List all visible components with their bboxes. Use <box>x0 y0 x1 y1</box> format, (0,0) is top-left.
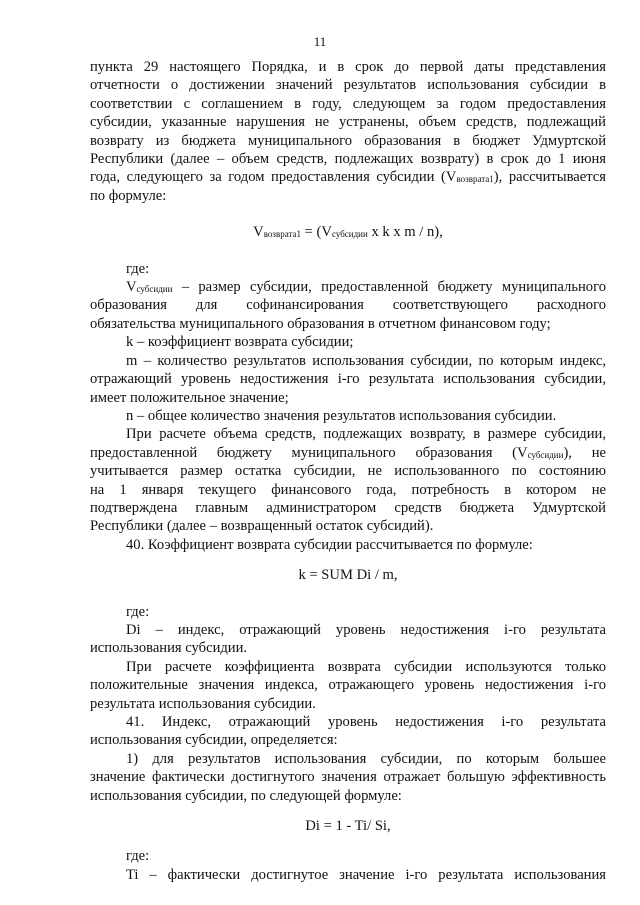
calc-paragraph-line: При расчете объема средств, подлежащих возврату, в размере субсидии, <box>126 426 606 443</box>
definition-line: использования субсидии. <box>90 640 248 657</box>
p1-line: Республики (далее – объем средств, подлежащих возврату) в срок до 1 июня <box>90 151 606 168</box>
p1-line: субсидии, указанные нарушения не устранены, объем средств, подлежащий <box>90 114 606 131</box>
p1-line: по формуле: <box>90 187 167 204</box>
p1-line: отчетности о достижении значений результатов использования субсидии в <box>90 77 606 94</box>
definition-line: обязательства муниципального образования в отчетном финансовом году; <box>90 315 551 332</box>
calc2-paragraph-line: положительные значения индекса, отражающего уровень недостижения i-го <box>90 677 606 694</box>
paragraph-41-1-line: значение фактически достигнутого значения отражает большую эффективность <box>90 769 606 786</box>
calc2-paragraph-line: результата использования субсидии. <box>90 695 316 712</box>
formula-k: k = SUM Di / m, <box>298 567 398 584</box>
where-label: где: <box>126 260 150 277</box>
page-number: 11 <box>313 34 327 49</box>
paragraph-41-line: использования субсидии, определяется: <box>90 732 338 749</box>
definition-v-subsidy: $V_{субсидии}$ – размер субсидии, предоставленной бюджету муниципального <box>126 279 606 296</box>
paragraph-41-1-line: использования субсидии, по следующей формуле: <box>90 787 402 804</box>
definition-ti: Ti – фактически достигнутое значение i-го результата использования <box>126 866 606 883</box>
formula-refund-volume: $V_{возврата1} = (V_{субсидии}$ x k x m / n), <box>253 224 443 241</box>
definition-di: Di – индекс, отражающий уровень недостижения i-го результата <box>126 621 606 638</box>
p1-line: пункта 29 настоящего Порядка, и в срок до первой даты представления <box>90 59 606 75</box>
calc2-paragraph-line: При расчете коэффициента возврата субсидии используются только <box>126 658 606 675</box>
calc-paragraph-line: Республики (далее – возвращенный остаток субсидий). <box>90 518 434 535</box>
document-body <box>90 58 606 884</box>
calc-paragraph-line-with-sub: предоставленной бюджету муниципального образования $(V_{субсидии})$, не <box>90 444 606 461</box>
calc-paragraph-line: учитывается размер остатка субсидии, не использованного по состоянию <box>90 463 606 480</box>
definition-line: образования для софинансирования соответствующего расходного <box>90 297 606 314</box>
definition-line: отражающий уровень недостижения i-го результата использования субсидии, <box>90 371 606 388</box>
formula-di: Di = 1 - Ti/ Si, <box>305 818 391 835</box>
p1-line: возврату из бюджета муниципального образования в бюджет Удмуртской <box>90 132 606 149</box>
definition-m: m – количество результатов использования субсидии, по которым индекс, <box>126 352 606 369</box>
definition-k: k – коэффициент возврата субсидии; <box>126 334 354 351</box>
paragraph-41: 41. Индекс, отражающий уровень недостижения i-го результата <box>126 714 606 730</box>
definition-n: n – общее количество значения результатов использования субсидии. <box>126 407 557 424</box>
definition-line: имеет положительное значение; <box>90 389 289 406</box>
subscript: возврата1 <box>456 174 494 185</box>
paragraph-41-1: 1) для результатов использования субсидии, по которым большее <box>126 750 606 767</box>
p1-line-with-sub: года, следующего за годом предоставления субсидии $(V_{возврата1})$, рассчитывается <box>90 169 606 186</box>
calc-paragraph-line: подтверждена главным администратором средств бюджета Удмуртской <box>90 499 606 516</box>
where-label: где: <box>126 603 150 620</box>
p1-line: соответствии с соглашением в году, следующем за годом предоставления <box>90 95 606 112</box>
paragraph-40: 40. Коэффициент возврата субсидии рассчитывается по формуле: <box>126 536 533 553</box>
calc-paragraph-line: на 1 января текущего финансового года, потребность в котором не <box>90 481 606 498</box>
where-label: где: <box>126 848 150 865</box>
